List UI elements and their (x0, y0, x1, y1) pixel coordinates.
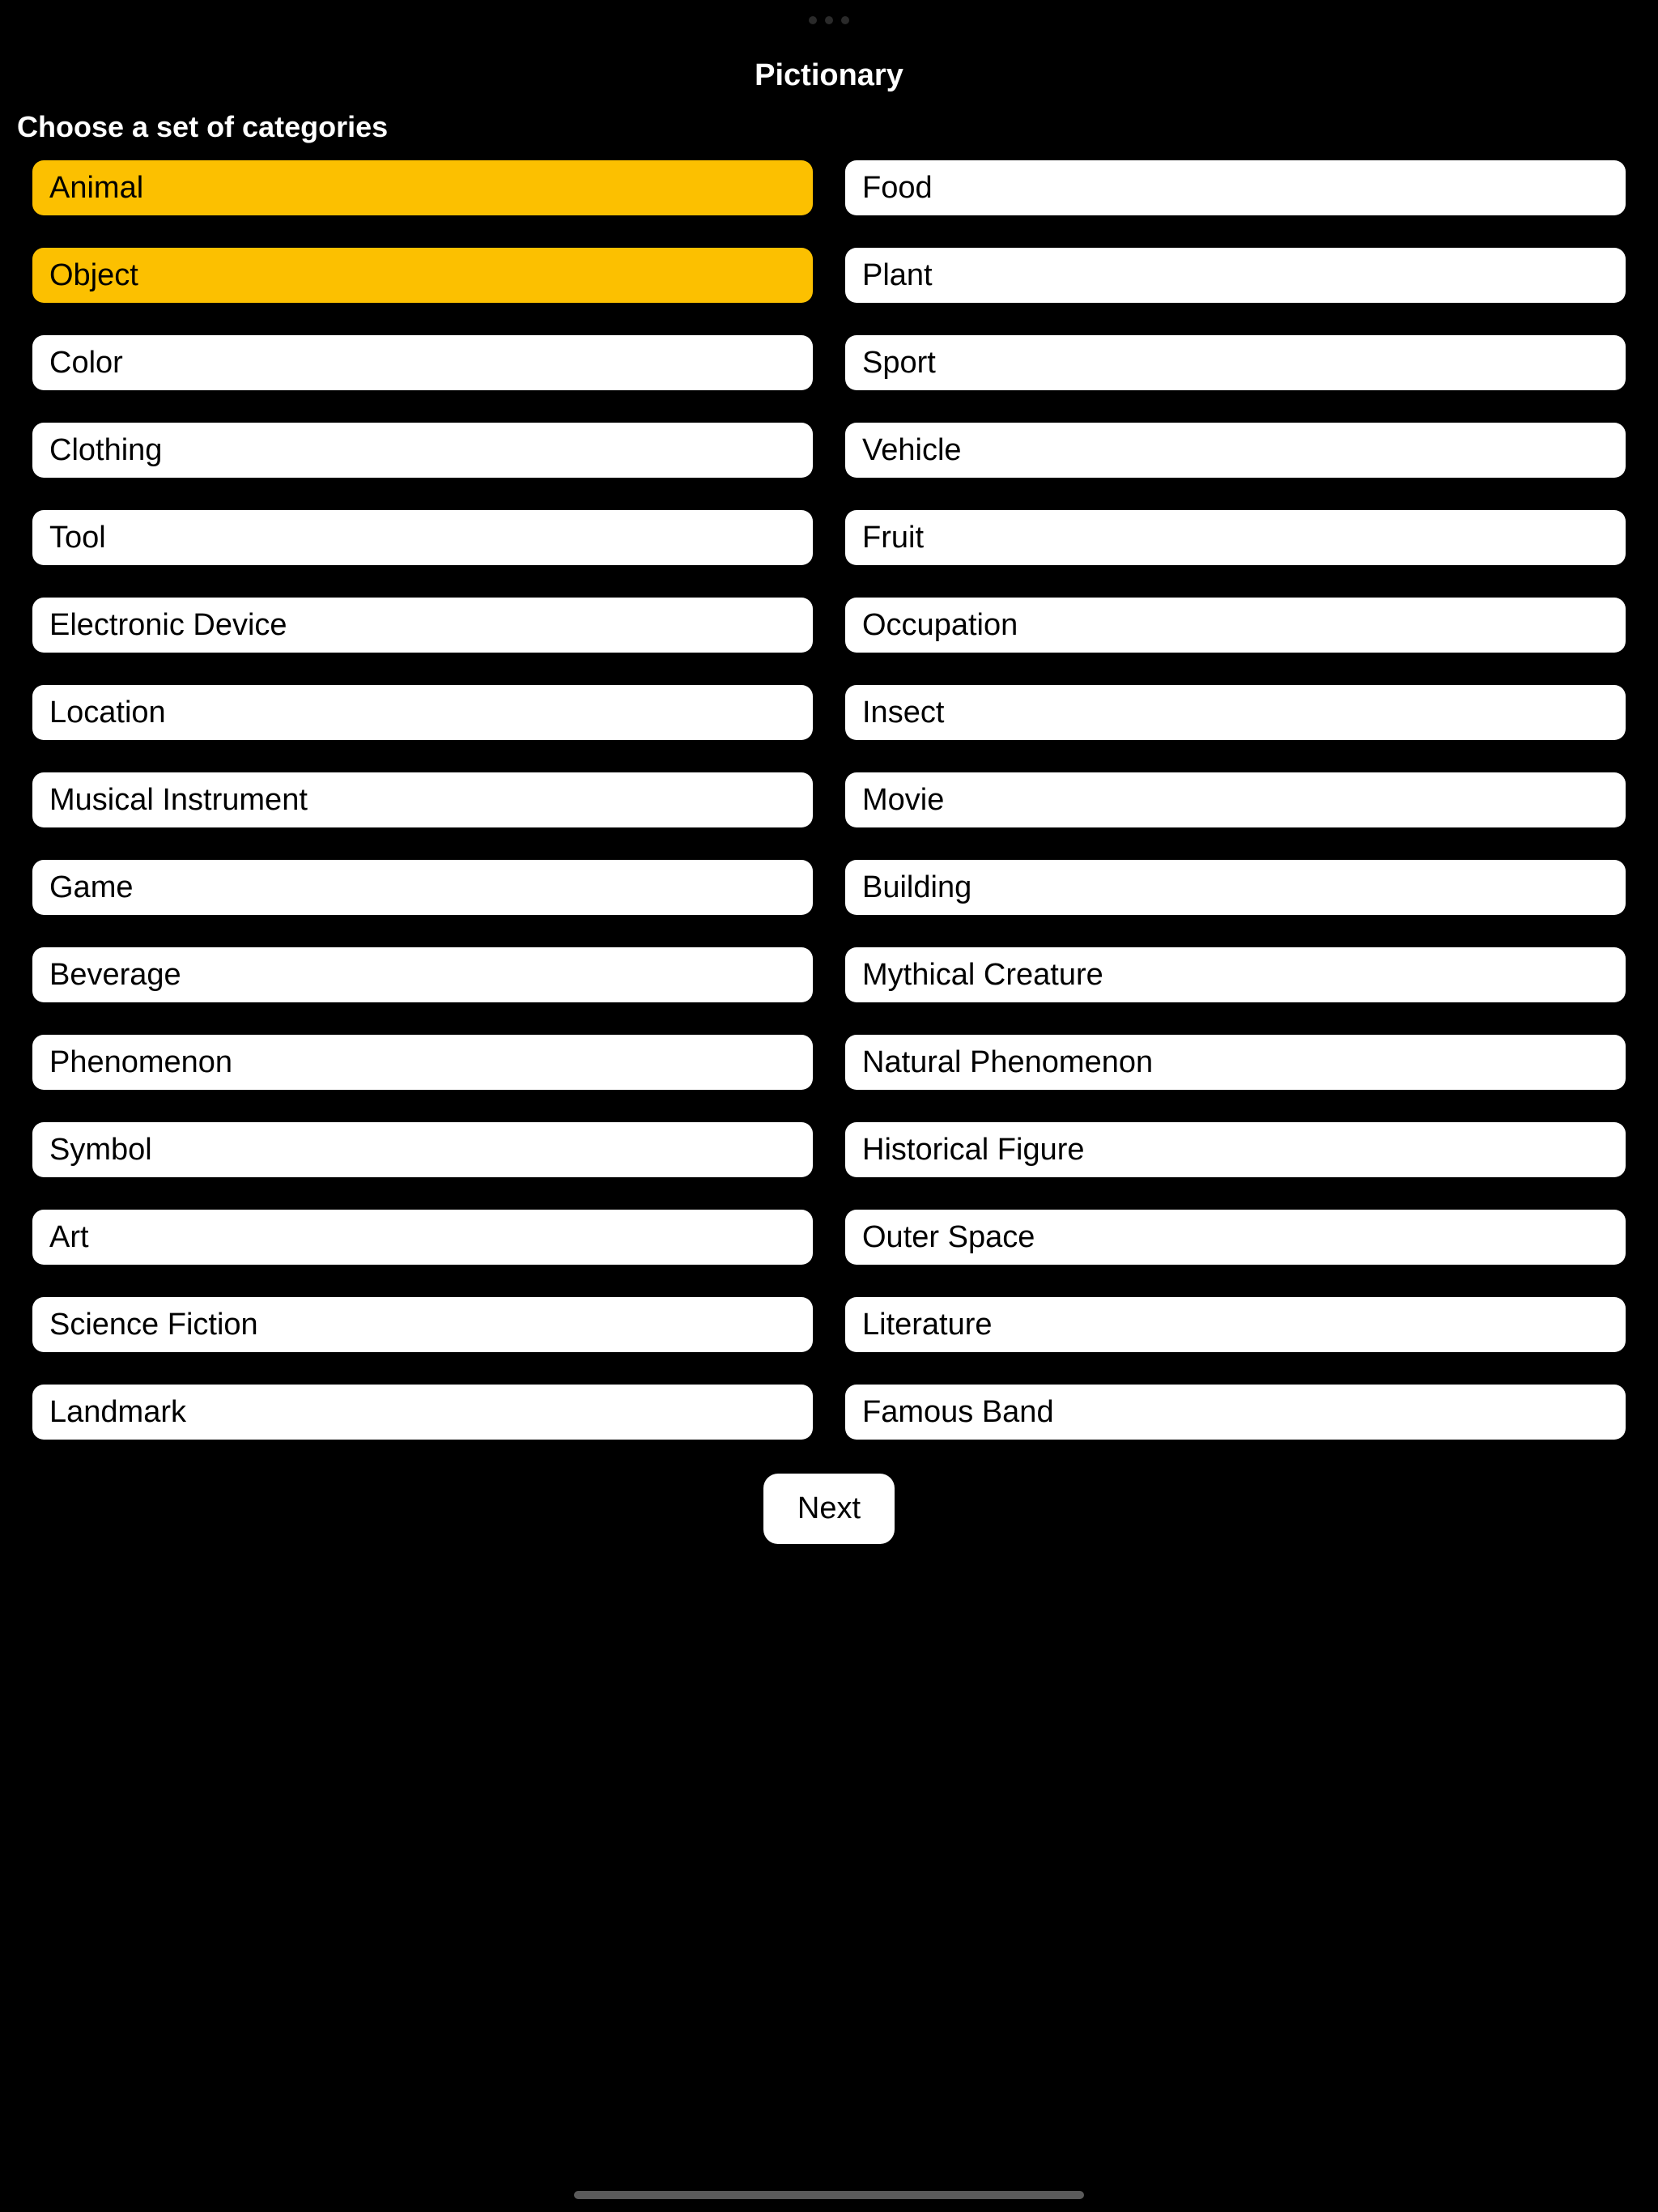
category-button-object[interactable]: Object (32, 248, 813, 303)
category-button-natural-phenomenon[interactable]: Natural Phenomenon (845, 1035, 1626, 1090)
category-button-movie[interactable]: Movie (845, 772, 1626, 827)
category-button-art[interactable]: Art (32, 1210, 813, 1265)
category-button-landmark[interactable]: Landmark (32, 1385, 813, 1440)
category-button-symbol[interactable]: Symbol (32, 1122, 813, 1177)
category-button-musical-instrument[interactable]: Musical Instrument (32, 772, 813, 827)
category-button-electronic-device[interactable]: Electronic Device (32, 598, 813, 653)
home-indicator[interactable] (574, 2191, 1084, 2199)
category-button-tool[interactable]: Tool (32, 510, 813, 565)
category-button-phenomenon[interactable]: Phenomenon (32, 1035, 813, 1090)
dot-icon (841, 16, 849, 24)
dot-icon (809, 16, 817, 24)
category-button-food[interactable]: Food (845, 160, 1626, 215)
category-button-historical-figure[interactable]: Historical Figure (845, 1122, 1626, 1177)
category-button-sport[interactable]: Sport (845, 335, 1626, 390)
page-title: Pictionary (755, 58, 903, 92)
category-button-science-fiction[interactable]: Science Fiction (32, 1297, 813, 1352)
category-button-mythical-creature[interactable]: Mythical Creature (845, 947, 1626, 1002)
category-button-plant[interactable]: Plant (845, 248, 1626, 303)
category-button-fruit[interactable]: Fruit (845, 510, 1626, 565)
multitasking-menu[interactable] (809, 16, 849, 24)
category-button-game[interactable]: Game (32, 860, 813, 915)
category-button-famous-band[interactable]: Famous Band (845, 1385, 1626, 1440)
category-button-vehicle[interactable]: Vehicle (845, 423, 1626, 478)
category-button-insect[interactable]: Insect (845, 685, 1626, 740)
category-button-location[interactable]: Location (32, 685, 813, 740)
dot-icon (825, 16, 833, 24)
category-button-occupation[interactable]: Occupation (845, 598, 1626, 653)
category-button-building[interactable]: Building (845, 860, 1626, 915)
category-button-animal[interactable]: Animal (32, 160, 813, 215)
section-header: Choose a set of categories (17, 110, 389, 143)
category-grid (32, 160, 1626, 1440)
category-button-outer-space[interactable]: Outer Space (845, 1210, 1626, 1265)
category-button-clothing[interactable]: Clothing (32, 423, 813, 478)
category-button-literature[interactable]: Literature (845, 1297, 1626, 1352)
category-button-beverage[interactable]: Beverage (32, 947, 813, 1002)
next-button[interactable]: Next (763, 1474, 895, 1544)
category-button-color[interactable]: Color (32, 335, 813, 390)
